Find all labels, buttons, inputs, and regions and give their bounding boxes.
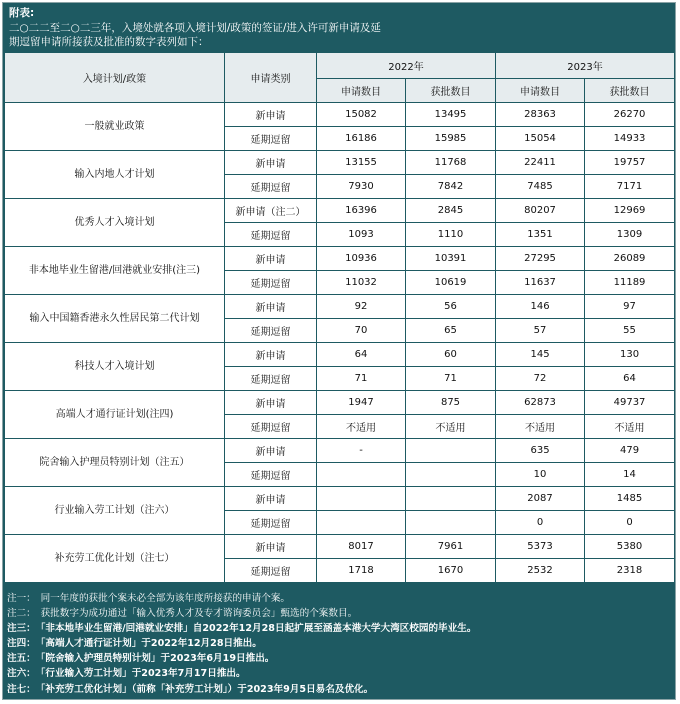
table-row: [5, 487, 675, 511]
table-row: [5, 247, 675, 271]
note-line: [7, 591, 671, 606]
table-cell: 26089: [585, 247, 675, 271]
header-2022-approved: 获批数目: [406, 79, 496, 103]
scheme-name: 科技人才入境计划: [5, 343, 225, 391]
table-cell: 72: [496, 367, 585, 391]
header-scheme: 入境计划/政策: [5, 53, 225, 103]
note-line: [7, 682, 671, 697]
note-line: [7, 651, 671, 666]
table-cell: 不适用: [406, 415, 496, 439]
header-2023-received: 申请数目: [496, 79, 585, 103]
table-cell: 7930: [317, 175, 406, 199]
table-cell: 1485: [585, 487, 675, 511]
note-text: 「非本地毕业生留港/回港就业安排」自2022年12月28日起扩展至涵盖本港大学大湾区校园的毕业生。: [40, 623, 477, 635]
table-cell: 0: [585, 511, 675, 535]
table-cell: 11637: [496, 271, 585, 295]
annex-panel: [2, 2, 676, 700]
note-text: 「行业输入劳工计划」于2023年7月17日推出。: [40, 668, 246, 680]
scheme-name: 输入内地人才计划: [5, 151, 225, 199]
table-cell: 11768: [406, 151, 496, 175]
scheme-name: 高端人才通行证计划(注四): [5, 391, 225, 439]
table-cell: 875: [406, 391, 496, 415]
table-cell: 7842: [406, 175, 496, 199]
table-cell: 不适用: [496, 415, 585, 439]
note-label: 注七：: [7, 683, 31, 695]
note-line: [7, 621, 671, 636]
table-cell: 1718: [317, 559, 406, 583]
table-cell: 2087: [496, 487, 585, 511]
application-type: 新申请: [225, 391, 317, 415]
heading-line-1: 二○二二至二○二三年，入境处就各项入境计划/政策的签证/进入许可新申请及延: [9, 21, 381, 34]
header-year-2022: 2022年: [317, 53, 496, 79]
table-row: [5, 535, 675, 559]
table-cell: 27295: [496, 247, 585, 271]
header-2023-approved: 获批数目: [585, 79, 675, 103]
note-text: 「高端人才通行证计划」于2022年12月28日推出。: [40, 638, 262, 650]
header-2022-received: 申请数目: [317, 79, 406, 103]
table-cell: 49737: [585, 391, 675, 415]
table-cell: 146: [496, 295, 585, 319]
table-row: [5, 103, 675, 127]
table-cell: 16186: [317, 127, 406, 151]
table-cell: 60: [406, 343, 496, 367]
table-cell: 1947: [317, 391, 406, 415]
application-type: 新申请: [225, 103, 317, 127]
application-type: 延期逗留: [225, 175, 317, 199]
scheme-name: 一般就业政策: [5, 103, 225, 151]
note-line: [7, 636, 671, 651]
table-cell: 8017: [317, 535, 406, 559]
table-cell: [317, 487, 406, 511]
applications-table: [4, 52, 675, 583]
application-type: 新申请: [225, 343, 317, 367]
note-label: 注五：: [7, 653, 31, 665]
table-cell: 635: [496, 439, 585, 463]
application-type: 新申请: [225, 535, 317, 559]
table-cell: 16396: [317, 199, 406, 223]
scheme-name: 输入中国籍香港永久性居民第二代计划: [5, 295, 225, 343]
table-cell: 7485: [496, 175, 585, 199]
application-type: 延期逗留: [225, 319, 317, 343]
table-cell: -: [317, 439, 406, 463]
application-type: 延期逗留: [225, 223, 317, 247]
note-text: 「院舍输入护理员特别计划」于2023年6月19日推出。: [40, 653, 275, 665]
table-cell: 1110: [406, 223, 496, 247]
application-type: 新申请: [225, 439, 317, 463]
table-cell: [406, 463, 496, 487]
table-cell: 11189: [585, 271, 675, 295]
table-cell: [406, 511, 496, 535]
table-cell: 10391: [406, 247, 496, 271]
application-type: 延期逗留: [225, 511, 317, 535]
application-type: 新申请: [225, 295, 317, 319]
table-cell: 2845: [406, 199, 496, 223]
table-cell: 28363: [496, 103, 585, 127]
application-type: 延期逗留: [225, 463, 317, 487]
application-type: 新申请: [225, 487, 317, 511]
header-application-type: 申请类别: [225, 53, 317, 103]
table-cell: 55: [585, 319, 675, 343]
application-type: 延期逗留: [225, 367, 317, 391]
table-cell: 65: [406, 319, 496, 343]
note-label: 注三：: [7, 623, 31, 635]
table-cell: 19757: [585, 151, 675, 175]
table-cell: 10619: [406, 271, 496, 295]
table-row: [5, 439, 675, 463]
note-text: 获批数字为成功通过「输入优秀人才及专才谘询委员会」甄选的个案数目。: [40, 608, 358, 620]
table-cell: 70: [317, 319, 406, 343]
table-row: [5, 199, 675, 223]
table-cell: 不适用: [317, 415, 406, 439]
table-row: [5, 391, 675, 415]
table-cell: [406, 487, 496, 511]
scheme-name: 非本地毕业生留港/回港就业安排(注三): [5, 247, 225, 295]
scheme-name: 补充劳工优化计划（注七）: [5, 535, 225, 583]
scheme-name: 行业输入劳工计划（注六）: [5, 487, 225, 535]
table-cell: 13495: [406, 103, 496, 127]
table-cell: 2318: [585, 559, 675, 583]
table-cell: 14: [585, 463, 675, 487]
table-cell: 71: [406, 367, 496, 391]
note-label: 注四：: [7, 638, 31, 650]
table-cell: 80207: [496, 199, 585, 223]
table-cell: 15985: [406, 127, 496, 151]
application-type: 延期逗留: [225, 271, 317, 295]
table-cell: 10936: [317, 247, 406, 271]
table-cell: 13155: [317, 151, 406, 175]
notes: [3, 588, 675, 697]
table-row: [5, 343, 675, 367]
table-cell: 15054: [496, 127, 585, 151]
application-type: 延期逗留: [225, 559, 317, 583]
application-type: 新申请（注二）: [225, 199, 317, 223]
table-cell: 92: [317, 295, 406, 319]
table-cell: 26270: [585, 103, 675, 127]
table-cell: 64: [585, 367, 675, 391]
table-cell: 15082: [317, 103, 406, 127]
table-cell: 11032: [317, 271, 406, 295]
table-cell: 1093: [317, 223, 406, 247]
heading-line-2: 期逗留申请所接获及批准的数字表列如下：: [9, 36, 209, 48]
note-line: [7, 666, 671, 681]
table-cell: 1351: [496, 223, 585, 247]
table-cell: 56: [406, 295, 496, 319]
table-cell: 7961: [406, 535, 496, 559]
table-cell: 479: [585, 439, 675, 463]
table-cell: [317, 463, 406, 487]
table-cell: 2532: [496, 559, 585, 583]
table-cell: [317, 511, 406, 535]
table-cell: 97: [585, 295, 675, 319]
application-type: 延期逗留: [225, 415, 317, 439]
table-cell: 不适用: [585, 415, 675, 439]
table-cell: 5373: [496, 535, 585, 559]
application-type: 延期逗留: [225, 127, 317, 151]
table-cell: 7171: [585, 175, 675, 199]
application-type: 新申请: [225, 151, 317, 175]
table-row: [5, 151, 675, 175]
table-cell: 12969: [585, 199, 675, 223]
annex-heading: [3, 3, 675, 52]
table-cell: 14933: [585, 127, 675, 151]
table-cell: 71: [317, 367, 406, 391]
table-cell: 10: [496, 463, 585, 487]
note-line: [7, 606, 671, 621]
table-cell: 22411: [496, 151, 585, 175]
table-cell: 145: [496, 343, 585, 367]
scheme-name: 院舍输入护理员特别计划（注五）: [5, 439, 225, 487]
note-label: 注六：: [7, 668, 31, 680]
application-type: 新申请: [225, 247, 317, 271]
header-year-2023: 2023年: [496, 53, 675, 79]
table-cell: 130: [585, 343, 675, 367]
table-cell: [406, 439, 496, 463]
note-text: 同一年度的获批个案未必全部为该年度所接获的申请个案。: [40, 593, 291, 604]
scheme-name: 优秀人才入境计划: [5, 199, 225, 247]
annex-label: 附表:: [9, 7, 35, 19]
table-cell: 57: [496, 319, 585, 343]
table-cell: 62873: [496, 391, 585, 415]
table-cell: 1670: [406, 559, 496, 583]
note-text: 「补充劳工优化计划」（前称「补充劳工计划」）于2023年9月5日易名及优化。: [40, 683, 374, 695]
table-cell: 64: [317, 343, 406, 367]
note-label: 注二：: [7, 608, 31, 620]
table-cell: 5380: [585, 535, 675, 559]
table-row: [5, 295, 675, 319]
note-label: 注一：: [7, 593, 31, 604]
table-cell: 0: [496, 511, 585, 535]
table-cell: 1309: [585, 223, 675, 247]
